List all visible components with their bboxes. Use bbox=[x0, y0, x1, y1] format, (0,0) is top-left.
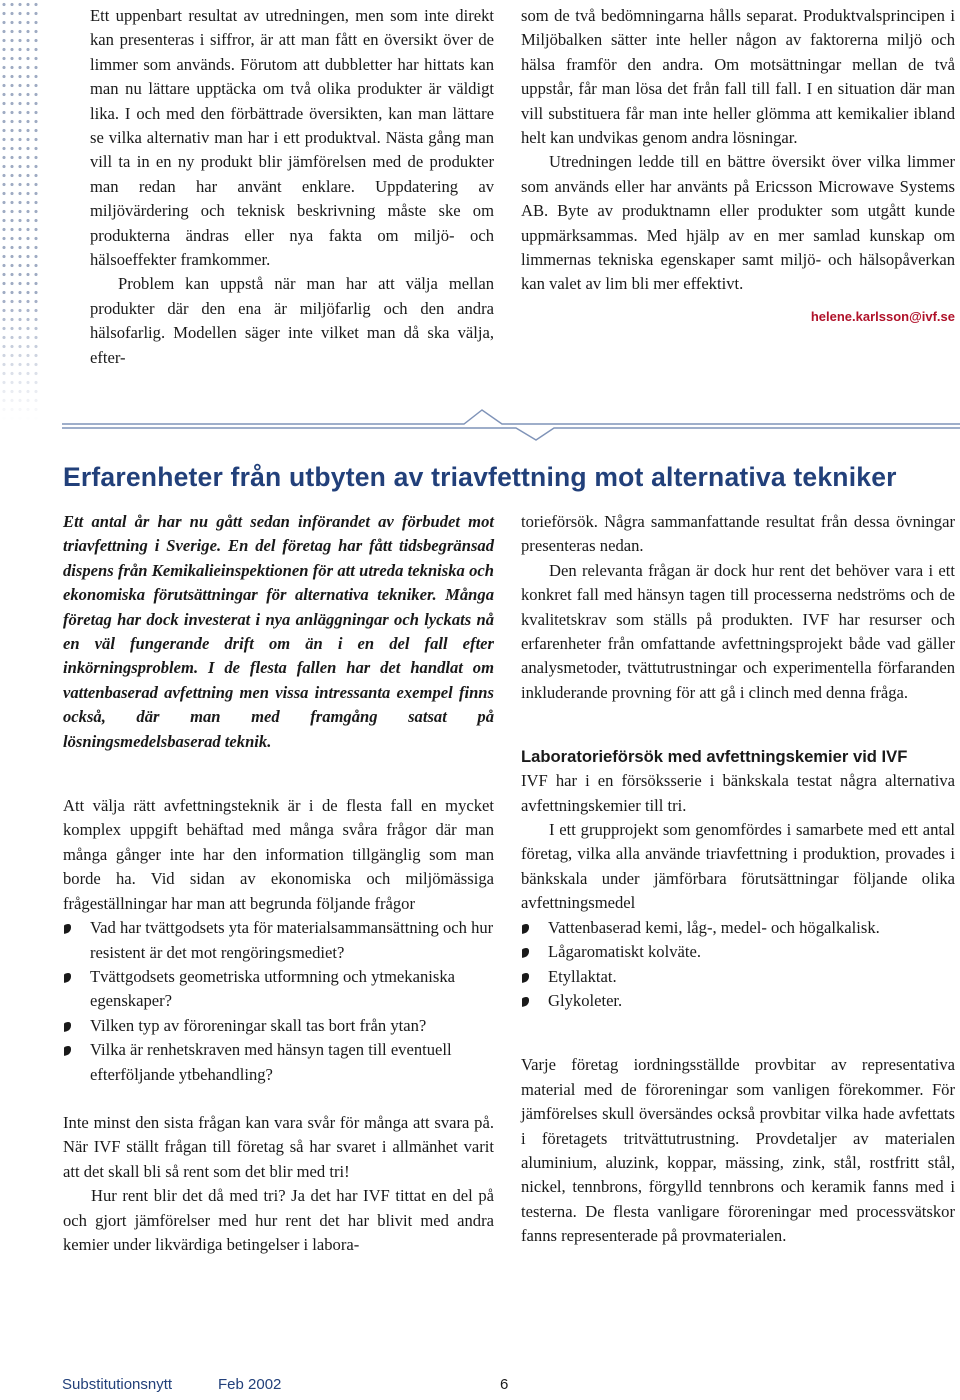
lab-paragraph-1: IVF har i en försöksserie i bänkskala testat några alternativa avfettningskemier till tri. bbox=[521, 771, 955, 815]
bullet-icon bbox=[64, 972, 71, 983]
article-intro: Att välja rätt avfettningsteknik är i de flesta fall en mycket komplex uppgift behäftad med många svåra frågor där man många gånger inte har den information tillgänglig som man borde ha. Vid sidan av ekonomiska och miljömässiga frågeställningar har man att begrunda följande frågor bbox=[63, 796, 494, 913]
article-lead: Ett antal år har nu gått sedan införandet av förbudet mot triavfettning i Sverige. En del företag har fått tidsbegränsad dispens från Kemikalieinspektionen för att utreda tekniska och ekonomiska förutsättningar för alternativa tekniker. Många företag har dock investerat i nya anläggningar och lyckats nå en väl fungerande drift om än i en del fall efter inkörningsproblem. I de flesta fallen har det handlat om vattenbaserad avfettning men vissa intressanta exempel finns också, där man med framgång satsat på lösningsmedelsbaserad teknik. bbox=[63, 512, 494, 751]
bullet-icon bbox=[64, 1045, 71, 1056]
article-headline: Erfarenheter från utbyten av triavfettning mot alternativa tekniker bbox=[63, 462, 897, 492]
lab-paragraph-2: I ett grupprojekt som genomfördes i samarbete med ett antal företag, vilka alla använde triavfettning i produktion, provades i bänkskala under jämförbara förutsättningar följande olika avfettningsmedel bbox=[521, 820, 955, 913]
after-questions-paragraph-2: Hur rent blir det då med tri? Ja det har IVF tittat en del på och gjort jämförelser med hur rent det har blivit med andra kemier under likvärdiga betingelser i labora- bbox=[63, 1186, 494, 1254]
list-item: Etyllaktat. bbox=[521, 965, 955, 989]
list-item: Vilken typ av föroreningar skall tas bort från ytan? bbox=[63, 1014, 494, 1038]
lab-subheading: Laboratorieförsök med avfettningskemier vid IVF bbox=[521, 747, 908, 767]
article-left-column bbox=[63, 510, 494, 1257]
top-right-column bbox=[521, 4, 955, 324]
top-right-paragraph-2: Utredningen ledde till en bättre översikt över vilka limmer som används eller har använts på Ericsson Microwave Systems AB. Byte av produktnamn eller produkter som utgått kunde uppmärksammas. Med hjälp av en mer samlad kunskap om limmernas tekniska egenskaper samt miljö- och hälsopåverkan kan valet av lim bli mer effektivt. bbox=[521, 152, 955, 294]
question-list bbox=[63, 916, 494, 1087]
bullet-icon bbox=[64, 1021, 71, 1032]
list-item: Glykoleter. bbox=[521, 989, 955, 1013]
article-right-column bbox=[521, 510, 955, 1249]
list-item: Vilka är renhetskraven med hänsyn tagen till eventuell efterföljande ytbehandling? bbox=[63, 1038, 494, 1087]
agent-list bbox=[521, 916, 955, 1014]
footer-page-number: 6 bbox=[500, 1376, 509, 1393]
bullet-icon bbox=[522, 947, 529, 958]
article-right-paragraph-2: Den relevanta frågan är dock hur rent det behöver vara i ett konkret fall med hänsyn tagen till processerna nedströms och de kvalitetskrav som ställs på produkten. IVF har resurser och erfarenheter från omfattande avfettningsprojekt både vad gäller analysmetoder, tvättutrustningar och experimentella förfaranden inkluderande provning för att gå i clinch med denna fråga. bbox=[521, 560, 955, 702]
bullet-icon bbox=[522, 996, 529, 1007]
closing-paragraph: Varje företag iordningsställde provbitar av representativa material med de föroreningar som vanligen förekommer. För jämförelses skull översändes också provbitar vilka hade avfettats i företagets tritvättutrustning. Provdetaljer av materialen aluminium, aluzink, koppar, mässing, zink, stål, rostfritt stål, nickel, tennbrons, förgylld tennbrons och keramik fanns med i testerna. De flesta vanligare föroreningar med processvätskor fanns representerade på provmaterialen. bbox=[521, 1055, 955, 1246]
top-left-paragraph-2: Problem kan uppstå när man har att välja mellan produkter där den ena är miljöfarlig och den andra hälsofarlig. Modellen säger inte vilket man då ska välja, efter- bbox=[90, 274, 494, 367]
list-item: Vad har tvättgodsets yta för materialsammansättning och hur resistent är det mot rengöringsmediet? bbox=[63, 916, 494, 965]
after-questions-paragraph-1: Inte minst den sista frågan kan vara svår för många att svara på. När IVF ställt frågan till företag så har svaret i allmänhet varit att det skall bli så rent som det blir med tri! bbox=[63, 1112, 494, 1181]
author-email[interactable]: helene.karlsson@ivf.se bbox=[810, 308, 955, 324]
list-item: Lågaromatiskt kolväte. bbox=[521, 940, 955, 964]
top-left-paragraph-1: Ett uppenbart resultat av utredningen, men som inte direkt kan presenteras i siffror, är att man fått en översikt över de limmer som används. Förutom att dubbletter har hittats kan man nu lättare upptäcka om två olika produkter är väldigt lika. I och med den förbättrade översikten, kan man lättare se vilka alternativ man har i ett produktval. Nästa gång man vill ta in en ny produkt blir jämförelsen med de produkter man redan har använt enklare. Uppdatering av miljövärdering och teknisk beskrivning måste ske om produkterna ändras eller nya fakta om miljö- och hälsoeffekter framkommer. bbox=[90, 6, 494, 270]
article-right-paragraph-1: torieförsök. Några sammanfattande resultat från dessa övningar presenteras nedan. bbox=[521, 512, 955, 556]
top-left-column bbox=[90, 4, 494, 370]
section-divider bbox=[62, 406, 960, 442]
side-dot-pattern bbox=[0, 0, 40, 420]
top-right-paragraph-1: som de två bedömningarna hålls separat. Produktvalsprincipen i Miljöbalken sätter inte heller någon av faktorerna miljö och hälsa framför den andra. Om motsättningar mellan de två uppstår, får man lösa det från fall till fall. I en situation där man vill substituera får man inte heller glömma att kemikalier ibland helt kan undvikas genom andra lösningar. bbox=[521, 6, 955, 148]
bullet-icon bbox=[522, 971, 529, 982]
footer-date: Feb 2002 bbox=[218, 1376, 282, 1393]
list-item: Tvättgodsets geometriska utformning och ytmekaniska egenskaper? bbox=[63, 965, 494, 1014]
bullet-icon bbox=[64, 923, 71, 934]
footer-publication-title: Substitutionsnytt bbox=[62, 1376, 173, 1393]
bullet-icon bbox=[522, 923, 529, 934]
list-item: Vattenbaserad kemi, låg-, medel- och högalkalisk. bbox=[521, 916, 955, 940]
